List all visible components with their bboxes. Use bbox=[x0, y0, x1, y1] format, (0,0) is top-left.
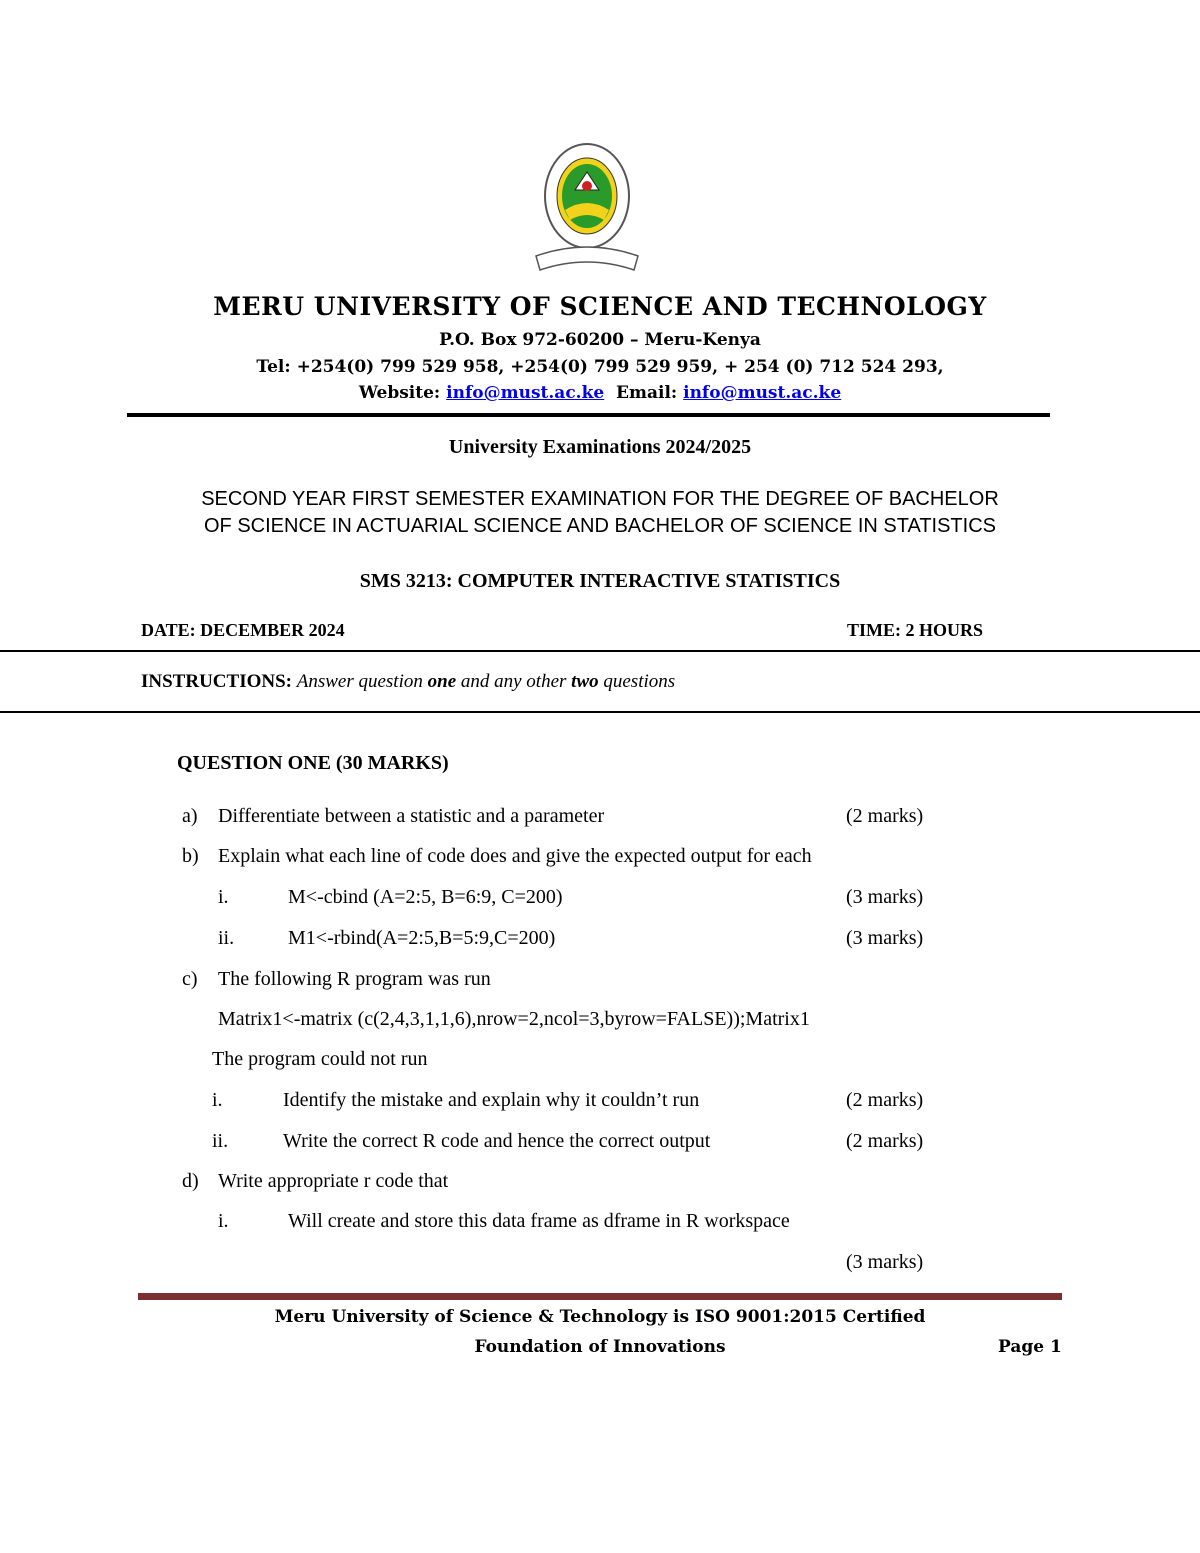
item-c-code: Matrix1<-matrix (c(2,4,3,1,1,6),nrow=2,ncol=3,byrow=FALSE));Matrix1 bbox=[218, 1008, 810, 1030]
item-b-ii-text: M1<-rbind(A=2:5,B=5:9,C=200) bbox=[288, 927, 556, 949]
page-number: Page 1 bbox=[998, 1337, 1062, 1357]
instructions-rule-bottom bbox=[0, 711, 1200, 713]
item-a-marks: (2 marks) bbox=[846, 805, 924, 827]
item-d-i-marks: (3 marks) bbox=[846, 1251, 924, 1273]
footer-divider bbox=[138, 1293, 1062, 1300]
item-a-label: a) bbox=[182, 805, 198, 827]
item-b-i-label: i. bbox=[218, 886, 229, 908]
item-d-i-label: i. bbox=[218, 1210, 229, 1232]
website-link[interactable]: info@must.ac.ke bbox=[446, 383, 605, 403]
footer-motto: Foundation of Innovations bbox=[474, 1337, 726, 1357]
telephone: Tel: +254(0) 799 529 958, +254(0) 799 529 959, + 254 (0) 712 524 293, bbox=[256, 357, 944, 377]
instructions-label: INSTRUCTIONS: bbox=[141, 671, 292, 692]
university-logo bbox=[530, 138, 645, 276]
question-one-heading: QUESTION ONE (30 MARKS) bbox=[177, 752, 449, 774]
item-c-label: c) bbox=[182, 968, 198, 990]
item-c-ii-label: ii. bbox=[212, 1130, 229, 1152]
item-c-note: The program could not run bbox=[212, 1048, 428, 1070]
instructions bbox=[141, 671, 675, 693]
instructions-bold-2: two bbox=[571, 671, 599, 692]
program-line-1: SECOND YEAR FIRST SEMESTER EXAMINATION FOR THE DEGREE OF BACHELOR bbox=[201, 488, 999, 510]
item-b-ii-label: ii. bbox=[218, 927, 235, 949]
item-d-label: d) bbox=[182, 1170, 199, 1192]
item-b-ii-marks: (3 marks) bbox=[846, 927, 924, 949]
address: P.O. Box 972-60200 – Meru-Kenya bbox=[439, 330, 761, 350]
item-b-i-marks: (3 marks) bbox=[846, 886, 924, 908]
course-title: SMS 3213: COMPUTER INTERACTIVE STATISTICS bbox=[359, 570, 841, 592]
instructions-rule-top bbox=[0, 650, 1200, 652]
email-link[interactable]: info@must.ac.ke bbox=[683, 383, 842, 403]
email-label: Email: bbox=[616, 383, 678, 403]
exam-title: University Examinations 2024/2025 bbox=[448, 436, 752, 458]
university-name: MERU UNIVERSITY OF SCIENCE AND TECHNOLOGY bbox=[213, 292, 987, 321]
instructions-bold-1: one bbox=[427, 671, 457, 692]
instructions-text-1: Answer question bbox=[296, 671, 428, 692]
item-c-i-text: Identify the mistake and explain why it couldn’t run bbox=[283, 1089, 700, 1111]
instructions-text-3: questions bbox=[598, 671, 676, 692]
instructions-text-2: and any other bbox=[456, 671, 572, 692]
header-divider bbox=[127, 413, 1050, 417]
footer-certification: Meru University of Science & Technology is ISO 9001:2015 Certified bbox=[274, 1307, 926, 1327]
exam-time: TIME: 2 HOURS bbox=[847, 620, 984, 640]
item-d-text: Write appropriate r code that bbox=[218, 1170, 449, 1192]
item-c-text: The following R program was run bbox=[218, 968, 491, 990]
program-line-2: OF SCIENCE IN ACTUARIAL SCIENCE AND BACHELOR OF SCIENCE IN STATISTICS bbox=[204, 515, 996, 537]
item-b-label: b) bbox=[182, 845, 199, 867]
item-d-i-text: Will create and store this data frame as dframe in R workspace bbox=[288, 1210, 790, 1232]
contact-line bbox=[0, 383, 1200, 403]
item-b-i-text: M<-cbind (A=2:5, B=6:9, C=200) bbox=[288, 886, 563, 908]
website-label: Website: bbox=[358, 383, 441, 403]
item-c-ii-text: Write the correct R code and hence the correct output bbox=[283, 1130, 711, 1152]
item-c-i-label: i. bbox=[212, 1089, 223, 1111]
item-c-ii-marks: (2 marks) bbox=[846, 1130, 924, 1152]
item-c-i-marks: (2 marks) bbox=[846, 1089, 924, 1111]
item-a-text: Differentiate between a statistic and a parameter bbox=[218, 805, 605, 827]
exam-date: DATE: DECEMBER 2024 bbox=[141, 620, 345, 640]
item-b-text: Explain what each line of code does and give the expected output for each bbox=[218, 845, 812, 867]
